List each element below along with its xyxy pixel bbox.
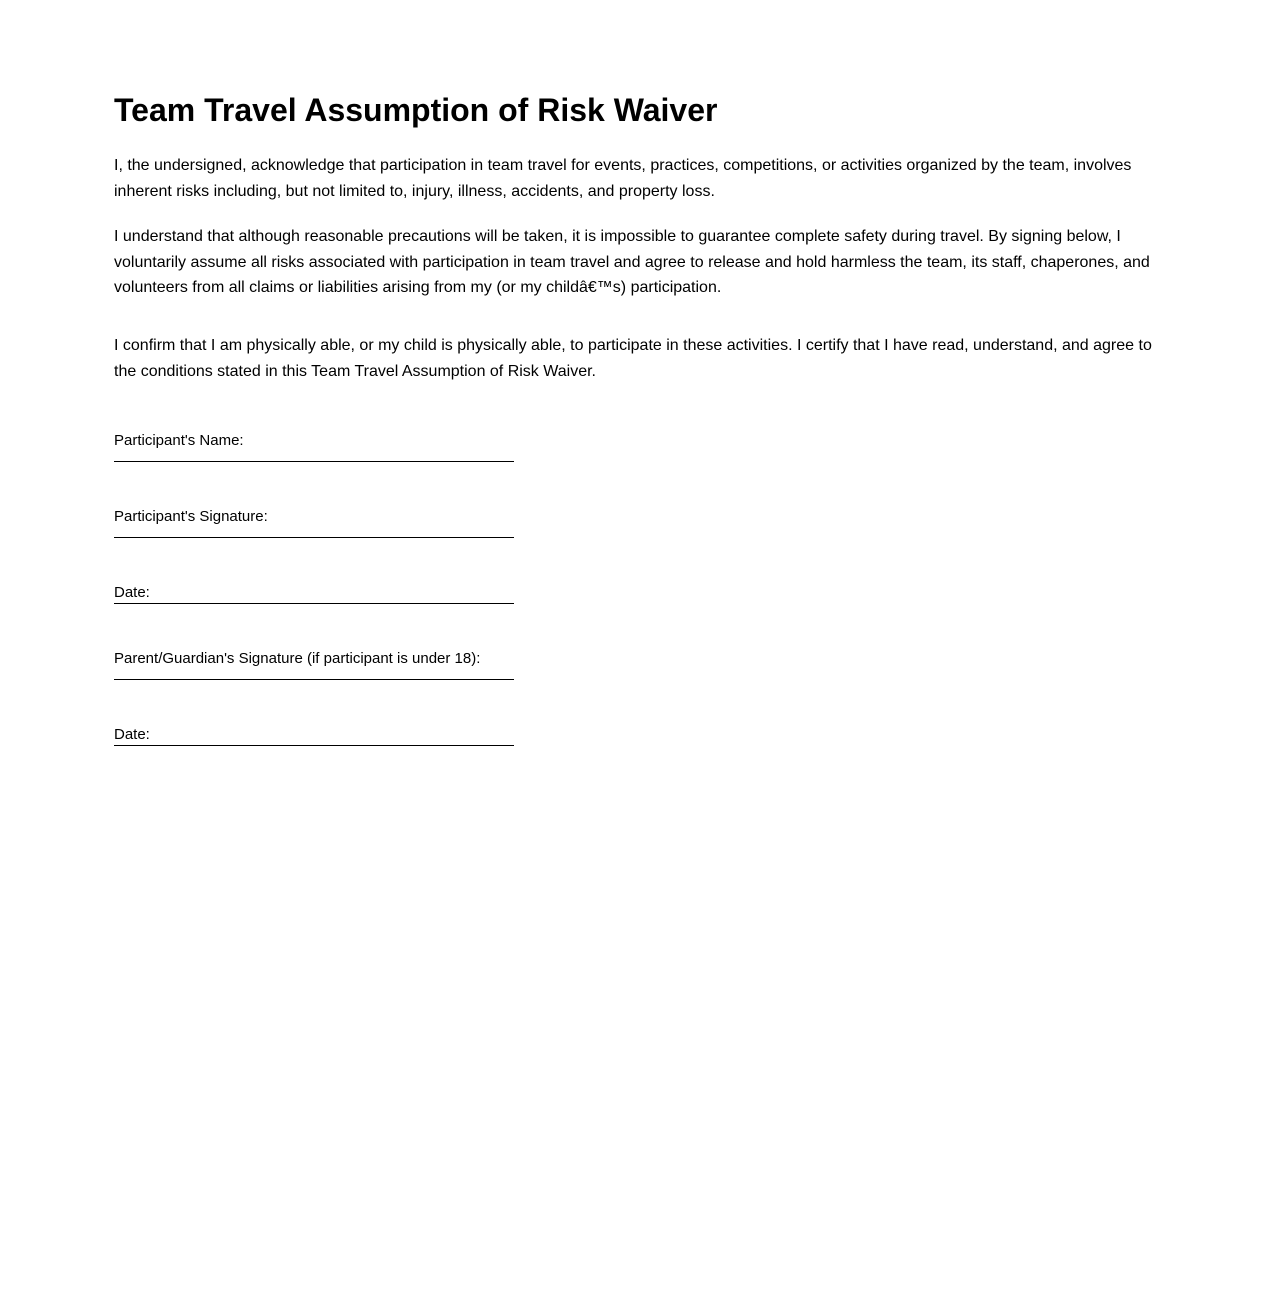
paragraph-confirmation: I confirm that I am physically able, or my child is physically able, to participate in these activities. I certify that I have read, understand, and agree to the conditions stated in this Team Travel Assumption of Risk Waiver. — [114, 337, 1152, 380]
guardian-signature-line[interactable] — [114, 679, 514, 680]
date-line[interactable] — [114, 603, 514, 604]
paragraph-risks: I, the undersigned, acknowledge that participation in team travel for events, practices, competitions, or activities organized by the team, involves inherent risks including, but not limited to, injury, illness, accidents, and property loss. — [114, 157, 1132, 200]
participant-signature-label: Participant's Signature: — [114, 508, 268, 525]
date-label: Date: — [114, 726, 150, 743]
participant-name-line[interactable] — [114, 461, 514, 462]
participant-name-label: Participant's Name: — [114, 432, 244, 449]
participant-signature-line[interactable] — [114, 537, 514, 538]
guardian-signature-label: Parent/Guardian's Signature (if participant is under 18): — [114, 650, 481, 667]
date-line[interactable] — [114, 745, 514, 746]
paragraph-release: I understand that although reasonable precautions will be taken, it is impossible to guarantee complete safety during travel. By signing below, I voluntarily assume all risks associated with participation in team travel and agree to release and hold harmless the team, its staff, chaperones, and volunteers from all claims or liabilities arising from my (or my childâ€™s) participation. — [114, 228, 1150, 297]
date-label: Date: — [114, 584, 150, 601]
page-title: Team Travel Assumption of Risk Waiver — [114, 92, 718, 128]
